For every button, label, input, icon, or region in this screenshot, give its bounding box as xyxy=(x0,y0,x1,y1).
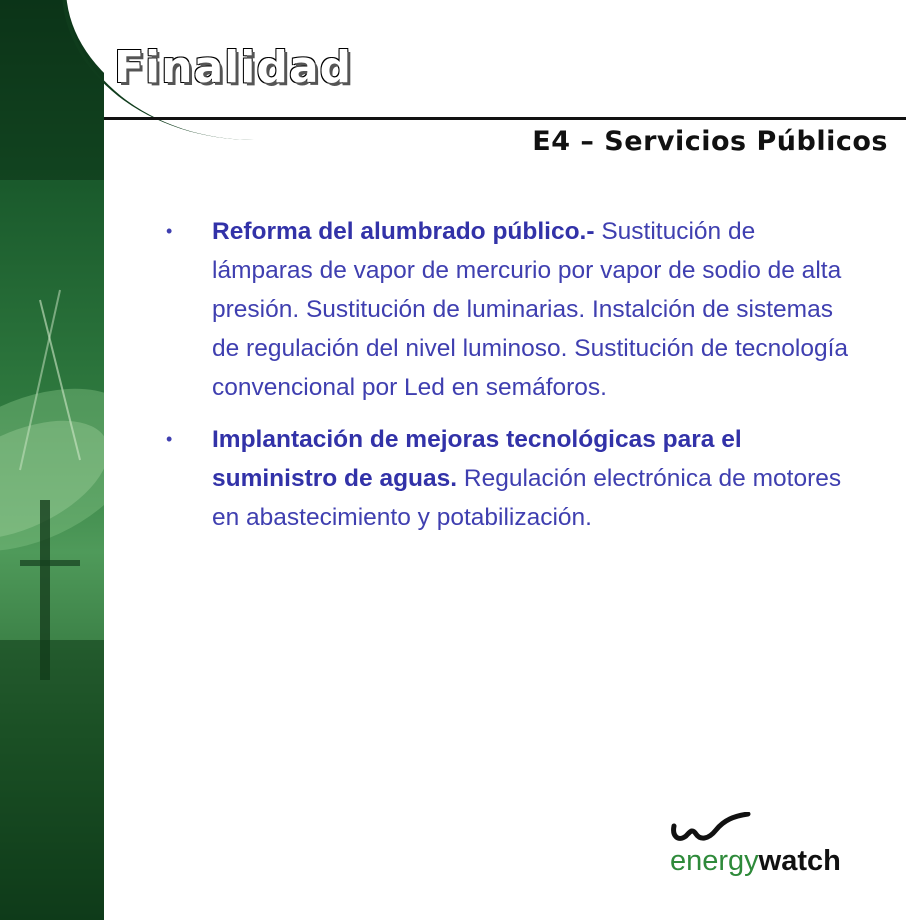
title-divider xyxy=(104,117,906,120)
bullet-lead: Implantación de mejoras tecnológicas para el suministro de aguas. xyxy=(212,426,742,492)
energywatch-logo xyxy=(668,812,868,882)
bullet-text: Sustitución de lámparas de vapor de mercurio por vapor de sodio de alta presión. Sustitución de luminarias. Instalción de sistemas de regulación del nivel luminoso. Sustitución de tecnología convencional por Led en semáforos. xyxy=(212,218,849,401)
bullet-icon: • xyxy=(166,221,173,241)
bullet-item-1 xyxy=(166,212,862,407)
logo-word-watch: watch xyxy=(758,845,841,877)
logo-wordmark xyxy=(670,845,841,878)
bullet-lead: Reforma del alumbrado público.- xyxy=(212,218,595,245)
bullet-text: Regulación electrónica de motores en abastecimiento y potabilización. xyxy=(212,465,842,531)
bullet-item-2 xyxy=(166,420,862,537)
logo-word-energy: energy xyxy=(670,845,759,877)
bullet-list xyxy=(166,212,862,550)
satellite-dish-image xyxy=(0,0,104,920)
slide-title: Finalidad xyxy=(114,42,353,93)
sidebar-photo xyxy=(0,0,104,920)
slide-subtitle: E4 – Servicios Públicos xyxy=(532,126,888,157)
bullet-icon: • xyxy=(166,429,173,449)
energywatch-wave-logo xyxy=(668,812,758,848)
